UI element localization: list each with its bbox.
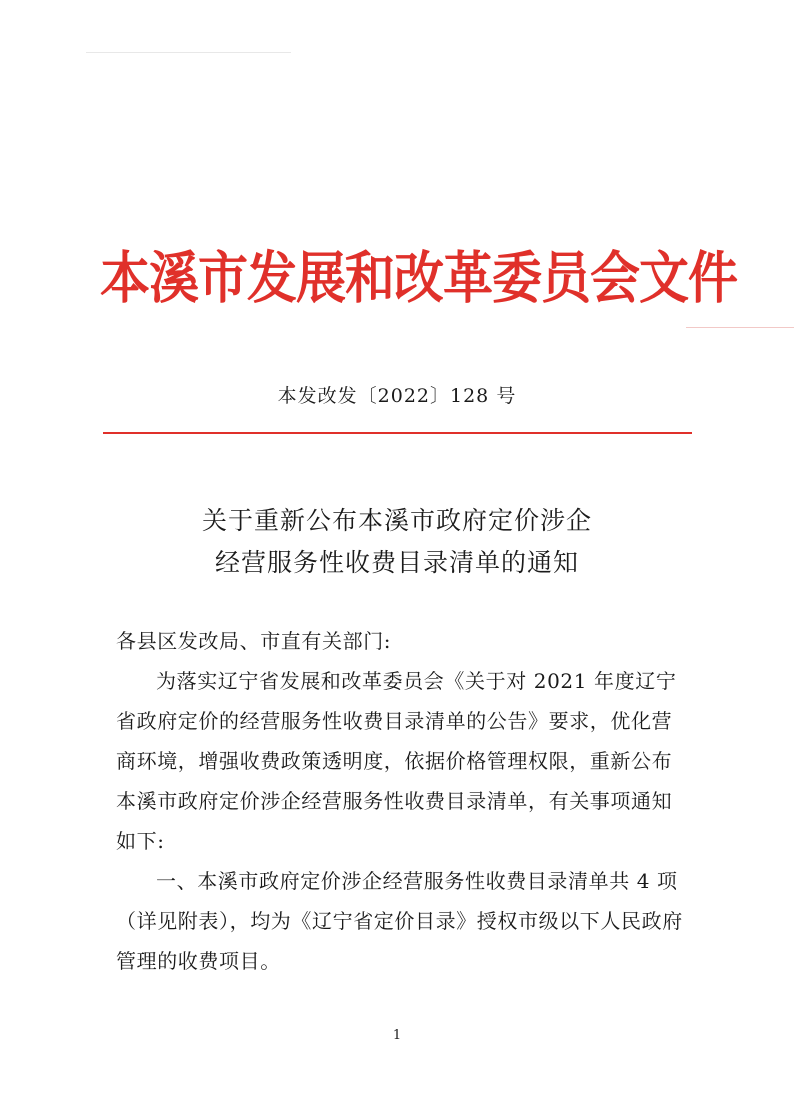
scan-mark-right	[686, 327, 794, 328]
red-separator-line	[103, 432, 692, 434]
page-number: 1	[392, 1028, 402, 1043]
salutation: 各县区发改局、市直有关部门:	[116, 629, 392, 653]
issuing-authority-header: 本溪市发展和改革委员会文件	[100, 244, 737, 311]
notice-title	[0, 500, 794, 584]
scan-mark-top	[86, 52, 291, 53]
document-number: 本发改发〔2022〕128 号	[277, 385, 517, 407]
notice-title-line-1: 关于重新公布本溪市政府定价涉企	[201, 506, 592, 535]
body-paragraph-2: 一、本溪市政府定价涉企经营服务性收费目录清单共 4 项（详见附表），均为《辽宁省定价目录》授权市级以下人民政府管理的收费项目。	[116, 869, 683, 973]
notice-title-line-2: 经营服务性收费目录清单的通知	[214, 548, 579, 577]
notice-body	[116, 621, 690, 981]
body-paragraph-1: 为落实辽宁省发展和改革委员会《关于对 2021 年度辽宁省政府定价的经营服务性收费目录清单的公告》要求，优化营商环境，增强收费政策透明度，依据价格管理权限，重新公布本溪市政府定价涉企经营服务性收费目录清单，有关事项通知如下:	[116, 669, 677, 853]
